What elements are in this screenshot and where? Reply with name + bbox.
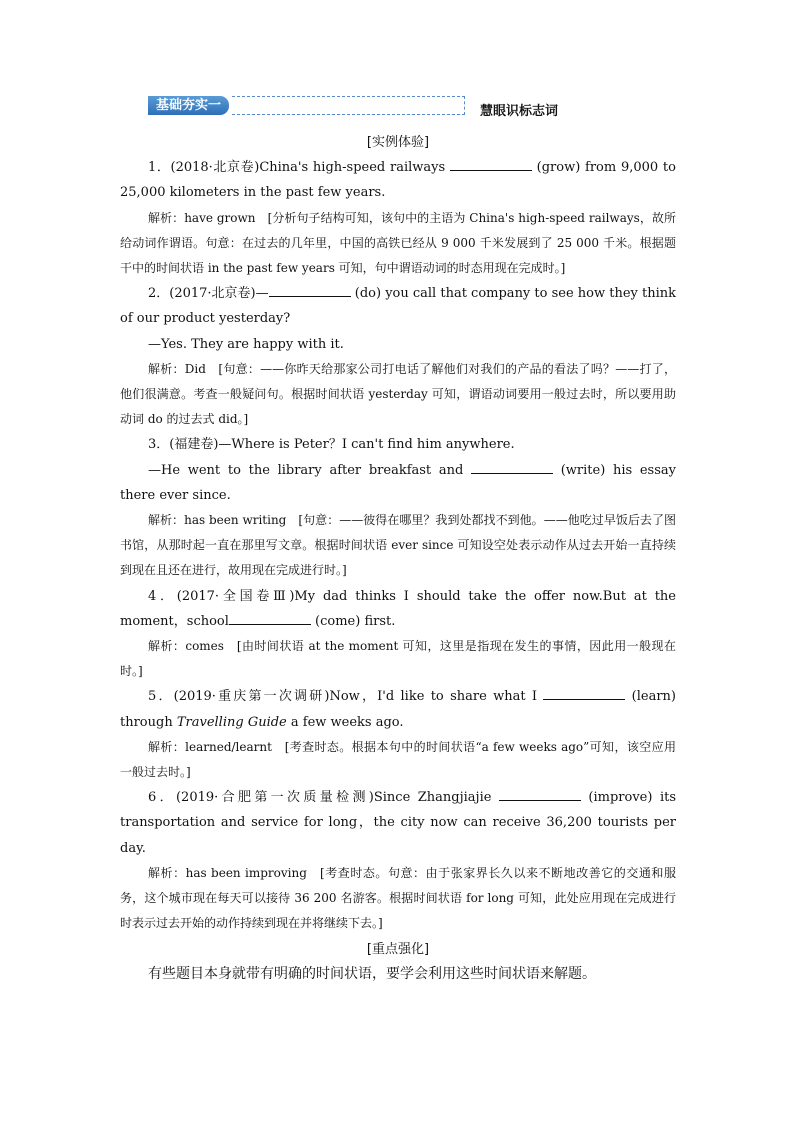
question-5: 5．(2019·重庆第一次调研)Now，I'd like to share what I (learn) through Travelling Guide a few weeks ago.	[120, 689, 676, 730]
question-6: 6．(2019·合肥第一次质量检测)Since Zhangjiajie (improve) its transportation and service for long，the city now can receive 36,200 tourists per day.	[120, 790, 676, 856]
question-2-reply: —Yes. They are happy with it.	[148, 336, 344, 352]
heading-examples: [实例体验]	[366, 135, 430, 150]
answer-blank	[471, 461, 553, 474]
question-3-line2: —He went to the library after breakfast and (write) his essay there ever since.	[120, 462, 676, 503]
heading-emphasis: [重点强化]	[366, 941, 430, 957]
question-3: 3．(福建卷)—Where is Peter？I can't find him anywhere.	[148, 437, 515, 453]
summary-text: 有些题目本身就带有明确的时间状语，要学会利用这些时间状语来解题。	[148, 965, 596, 982]
analysis-1: 解析：have grown [分析句子结构可知，该句中的主语为 China's high-speed railways，故所给动词作谓语。句意：在过去的几年里，中国的高铁已经从 9 000 千米发展到了 25 000 千米。根据题干中的时间状语 in the past few years 可知，句中谓语动词的时态用现在完成时。]	[120, 210, 676, 276]
question-4: 4．(2017·全国卷Ⅲ)My dad thinks I should take the offer now.But at the moment，school (come) first.	[120, 588, 676, 629]
content	[120, 130, 676, 987]
answer-blank	[499, 788, 581, 801]
analysis-5: 解析：learned/learnt [考查时态。根据本句中的时间状语“a few weeks ago”可知，该空应用一般过去时。]	[120, 739, 676, 780]
analysis-3: 解析：has been writing [句意：——彼得在哪里？我到处都找不到他。——他吃过早饭后去了图书馆，从那时起一直在那里写文章。根据时间状语 ever since 可知设空处表示动作从过去开始一直持续到现在且还在进行，故用现在完成进行时。]	[120, 513, 676, 578]
section-header	[148, 96, 608, 118]
section-tag-rule	[232, 96, 465, 115]
section-tag: 基础夯实一	[148, 96, 229, 115]
answer-blank	[229, 612, 311, 625]
question-1: 1．(2018·北京卷)China's high-speed railways (grow) from 9,000 to 25,000 kilometers in the past few years.	[120, 160, 676, 201]
answer-blank	[450, 158, 532, 171]
question-2: 2．(2017·北京卷)— (do) you call that company to see how they think of our product yesterday?	[120, 286, 677, 327]
section-title: 慧眼识标志词	[480, 104, 559, 119]
answer-blank	[543, 687, 625, 700]
answer-blank	[269, 284, 351, 297]
analysis-4: 解析：comes [由时间状语 at the moment 可知，这里是指现在发生的事情，因此用一般现在时。]	[120, 639, 676, 679]
analysis-2: 解析：Did [句意：——你昨天给那家公司打电话了解他们对我们的产品的看法了吗？——打了，他们很满意。考查一般疑问句。根据时间状语 yesterday 可知，谓语动词要用一般过去时，所以要用助动词 do 的过去式 did。]	[120, 361, 676, 427]
analysis-6: 解析：has been improving [考查时态。句意：由于张家界长久以来不断地改善它的交通和服务，这个城市现在每天可以接待 36 200 名游客。根据时间状语 for long 可知，此处应用现在完成进行时表示过去开始的动作持续到现在并将继续下去。]	[120, 865, 676, 931]
